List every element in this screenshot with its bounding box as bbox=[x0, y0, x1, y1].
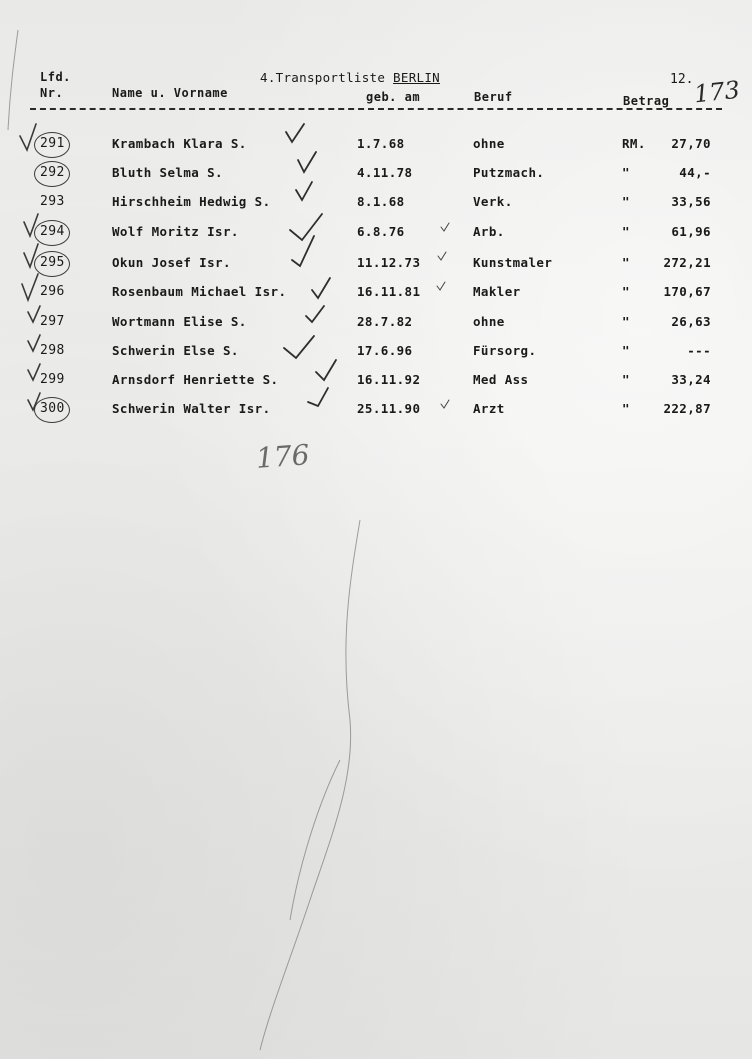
row-dob: 6.8.76 bbox=[357, 224, 405, 239]
row-number: 297 bbox=[40, 314, 65, 329]
row-name: Bluth Selma S. bbox=[112, 165, 223, 180]
row-name: Schwerin Walter Isr. bbox=[112, 401, 271, 416]
row-job: Makler bbox=[473, 284, 521, 299]
check-mark-icon bbox=[286, 124, 304, 142]
row-currency: " bbox=[622, 165, 630, 180]
row-number: 300 bbox=[40, 401, 65, 416]
row-name: Hirschheim Hedwig S. bbox=[112, 194, 271, 209]
row-job: ohne bbox=[473, 314, 505, 329]
col-nr-label-line1: Lfd. bbox=[40, 70, 71, 84]
col-amount-label: Betrag bbox=[623, 94, 670, 108]
row-amount: 26,63 bbox=[671, 314, 711, 329]
row-amount: 33,24 bbox=[671, 372, 711, 387]
paper-crease bbox=[8, 30, 360, 1050]
row-job: Putzmach. bbox=[473, 165, 545, 180]
row-currency: " bbox=[622, 284, 630, 299]
row-number: 295 bbox=[40, 255, 65, 270]
check-mark-icon bbox=[28, 393, 40, 410]
page-number: 12. bbox=[670, 72, 694, 87]
row-name: Krambach Klara S. bbox=[112, 136, 247, 151]
row-number: 298 bbox=[40, 343, 65, 358]
check-mark-icon bbox=[316, 360, 336, 380]
check-mark-icon bbox=[312, 278, 330, 298]
row-name: Wolf Moritz Isr. bbox=[112, 224, 239, 239]
left-check-marks bbox=[20, 124, 40, 410]
check-mark-icon bbox=[290, 214, 322, 240]
check-mark-icon bbox=[24, 244, 38, 267]
check-mark-icon bbox=[441, 400, 449, 408]
title-prefix: 4.Transportliste bbox=[260, 70, 386, 85]
row-number: 293 bbox=[40, 194, 65, 209]
row-name: Arnsdorf Henriette S. bbox=[112, 372, 279, 387]
row-currency: " bbox=[622, 314, 630, 329]
handwritten-note: 176 bbox=[254, 438, 311, 475]
row-number: 296 bbox=[40, 284, 65, 299]
check-mark-icon bbox=[284, 336, 314, 358]
title-city: BERLIN bbox=[393, 70, 441, 85]
row-dob: 11.12.73 bbox=[357, 255, 421, 270]
handwritten-page-number: 173 bbox=[692, 75, 742, 109]
row-name: Okun Josef Isr. bbox=[112, 255, 231, 270]
check-mark-icon bbox=[20, 124, 36, 150]
row-amount: 27,70 bbox=[671, 136, 711, 151]
row-number: 291 bbox=[40, 136, 65, 151]
check-mark-icon bbox=[441, 223, 449, 231]
row-amount: --- bbox=[687, 343, 711, 358]
row-job: Med Ass bbox=[473, 372, 529, 387]
col-job-label: Beruf bbox=[474, 90, 513, 104]
check-mark-icon bbox=[28, 306, 40, 322]
row-name: Schwerin Else S. bbox=[112, 343, 239, 358]
check-mark-icon bbox=[22, 274, 38, 300]
row-amount: 61,96 bbox=[671, 224, 711, 239]
row-amount: 33,56 bbox=[671, 194, 711, 209]
row-number: 299 bbox=[40, 372, 65, 387]
row-job: Verk. bbox=[473, 194, 513, 209]
row-amount: 44,- bbox=[679, 165, 711, 180]
row-currency: " bbox=[622, 194, 630, 209]
check-mark-icon bbox=[28, 364, 40, 380]
row-job: Fürsorg. bbox=[473, 343, 537, 358]
row-dob: 16.11.92 bbox=[357, 372, 421, 387]
col-name-label: Name u. Vorname bbox=[112, 86, 228, 100]
row-job: ohne bbox=[473, 136, 505, 151]
row-currency: " bbox=[622, 255, 630, 270]
check-mark-icon bbox=[28, 335, 40, 351]
row-dob: 1.7.68 bbox=[357, 136, 405, 151]
row-currency: " bbox=[622, 372, 630, 387]
check-mark-icon bbox=[437, 282, 445, 290]
row-amount: 222,87 bbox=[663, 401, 711, 416]
row-job: Kunstmaler bbox=[473, 255, 553, 270]
row-currency: " bbox=[622, 343, 630, 358]
check-mark-icon bbox=[438, 252, 446, 260]
check-mark-icon bbox=[298, 152, 316, 172]
check-mark-icon bbox=[306, 306, 324, 322]
row-job: Arb. bbox=[473, 224, 505, 239]
right-check-marks bbox=[284, 124, 336, 406]
row-dob: 17.6.96 bbox=[357, 343, 413, 358]
check-mark-icon bbox=[24, 214, 38, 236]
row-currency: " bbox=[622, 401, 630, 416]
row-number: 294 bbox=[40, 224, 65, 239]
row-dob: 25.11.90 bbox=[357, 401, 421, 416]
check-mark-icon bbox=[308, 388, 328, 406]
row-currency: " bbox=[622, 224, 630, 239]
col-nr-label-line2: Nr. bbox=[40, 86, 64, 100]
check-mark-icon bbox=[296, 182, 312, 200]
row-number: 292 bbox=[40, 165, 65, 180]
row-dob: 8.1.68 bbox=[357, 194, 405, 209]
col-dob-label: geb. am bbox=[366, 90, 421, 104]
row-job: Arzt bbox=[473, 401, 505, 416]
row-name: Wortmann Elise S. bbox=[112, 314, 247, 329]
row-amount: 170,67 bbox=[663, 284, 711, 299]
small-check-marks bbox=[437, 223, 449, 408]
row-name: Rosenbaum Michael Isr. bbox=[112, 284, 287, 299]
row-amount: 272,21 bbox=[663, 255, 711, 270]
row-dob: 28.7.82 bbox=[357, 314, 413, 329]
row-dob: 4.11.78 bbox=[357, 165, 413, 180]
row-dob: 16.11.81 bbox=[357, 284, 421, 299]
check-mark-icon bbox=[292, 236, 314, 266]
row-currency: RM. bbox=[622, 136, 646, 151]
